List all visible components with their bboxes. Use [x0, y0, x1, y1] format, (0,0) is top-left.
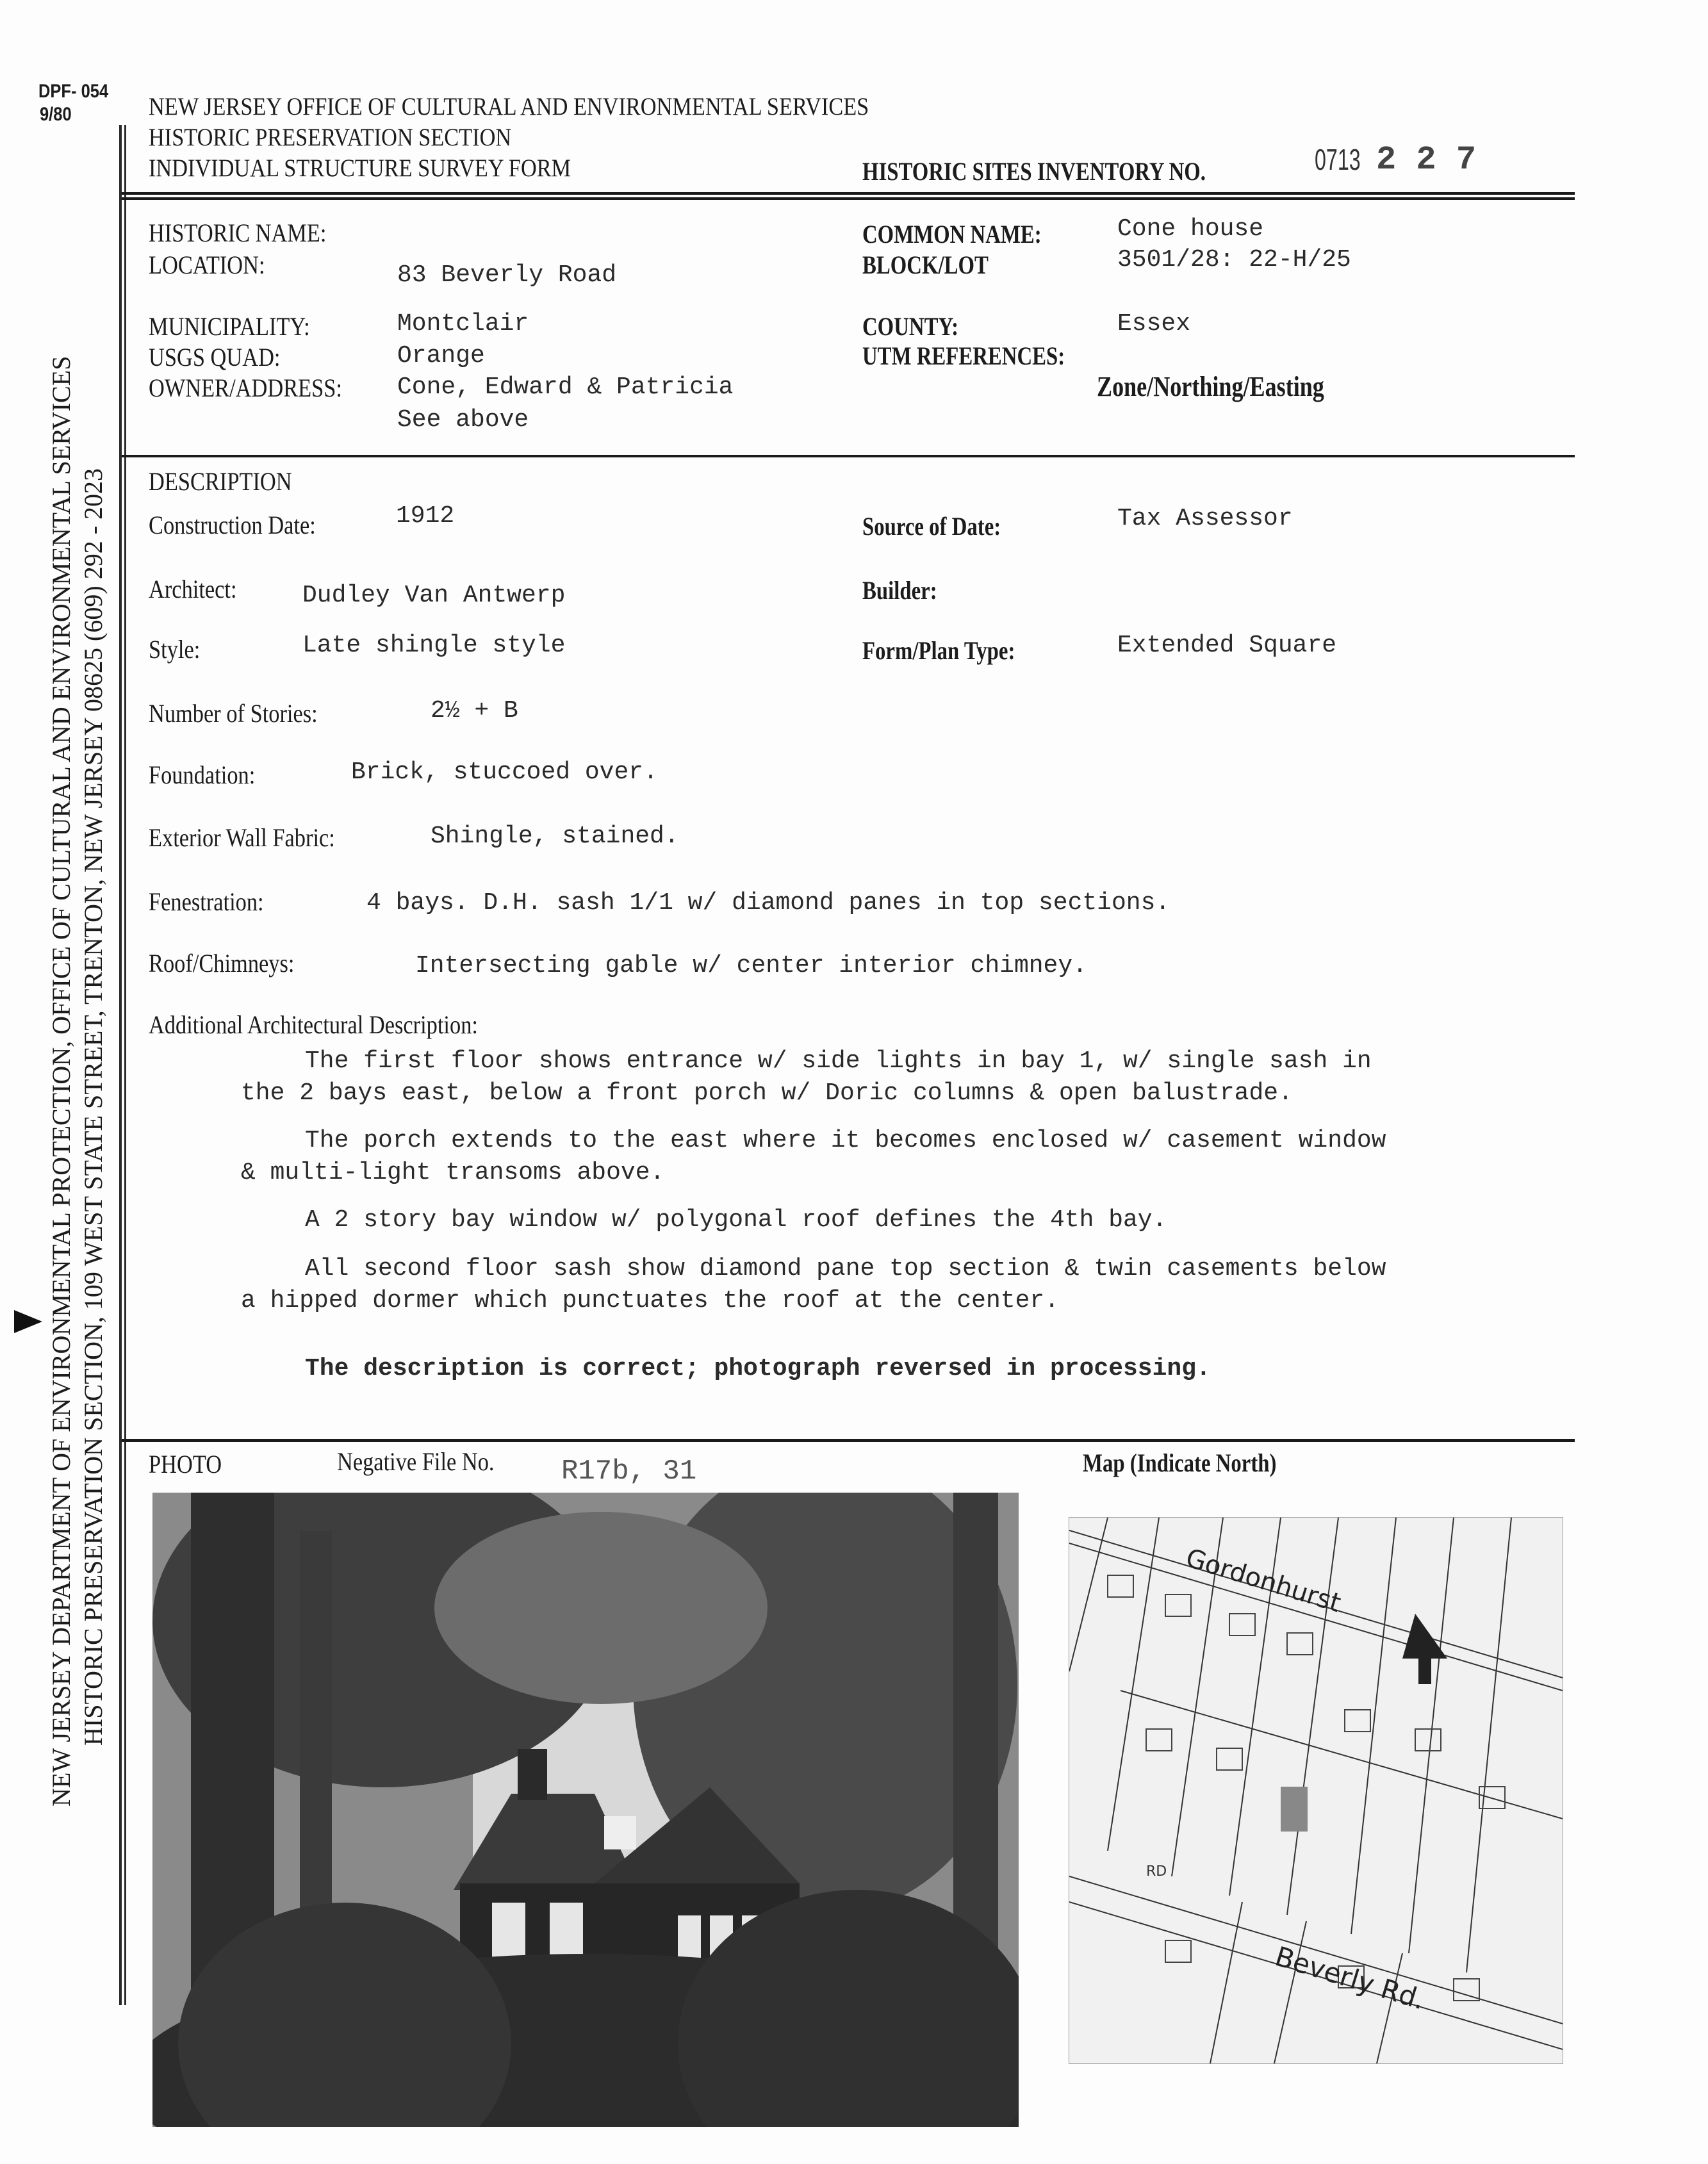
- owner-address-value: See above: [397, 406, 529, 434]
- description-heading: DESCRIPTION: [149, 467, 292, 496]
- owner-value: Cone, Edward & Patricia: [397, 373, 734, 401]
- municipality-label: MUNICIPALITY:: [149, 312, 310, 341]
- roof-chimneys-value: Intersecting gable w/ center interior chimney.: [415, 952, 1087, 980]
- description-paragraph-3-line-1: A 2 story bay window w/ polygonal roof defines the 4th bay.: [305, 1206, 1167, 1234]
- architect-value: Dudley Van Antwerp: [302, 582, 566, 609]
- inventory-label: HISTORIC SITES INVENTORY NO.: [862, 157, 1206, 186]
- fenestration-label: Fenestration:: [149, 887, 264, 916]
- style-label: Style:: [149, 635, 201, 664]
- house-photograph: [152, 1493, 1019, 2127]
- description-paragraph-1-line-2: the 2 bays east, below a front porch w/ Doric columns & open balustrade.: [241, 1079, 1293, 1107]
- side-agency-text: NEW JERSEY DEPARTMENT OF ENVIRONMENTAL PROTECTION, OFFICE OF CULTURAL AND ENVIRONMENTAL SERVICES: [47, 356, 76, 1807]
- form-plan-type-value: Extended Square: [1117, 632, 1337, 659]
- description-paragraph-1-line-1: The first floor shows entrance w/ side lights in bay 1, w/ single sash in: [305, 1047, 1372, 1075]
- usgs-quad-value: Orange: [397, 342, 485, 370]
- fenestration-value: 4 bays. D.H. sash 1/1 w/ diamond panes in top sections.: [366, 889, 1170, 917]
- photo-label: PHOTO: [149, 1450, 222, 1479]
- description-note: The description is correct; photograph reversed in processing.: [305, 1355, 1211, 1382]
- style-value: Late shingle style: [302, 632, 566, 659]
- agency-title: NEW JERSEY OFFICE OF CULTURAL AND ENVIRONMENTAL SERVICES: [149, 93, 869, 120]
- house-photo-illustration: [152, 1493, 1019, 2127]
- stories-value: 2½ + B: [431, 697, 518, 725]
- utm-zone-northing-easting: Zone/Northing/Easting: [1097, 371, 1324, 402]
- negative-file-label: Negative File No.: [337, 1447, 495, 1476]
- inventory-prefix: 0713: [1315, 143, 1361, 176]
- common-name-label: COMMON NAME:: [862, 220, 1042, 249]
- historic-name-label: HISTORIC NAME:: [149, 218, 327, 247]
- foundation-label: Foundation:: [149, 760, 256, 789]
- county-label: COUNTY:: [862, 312, 959, 341]
- description-rule: [122, 455, 1575, 457]
- stories-label: Number of Stories:: [149, 699, 318, 728]
- common-name-value: Cone house: [1117, 215, 1264, 243]
- inventory-number: 2 2 7: [1376, 141, 1477, 179]
- usgs-quad-label: USGS QUAD:: [149, 343, 281, 372]
- description-paragraph-4-line-2: a hipped dormer which punctuates the roof at the center.: [241, 1287, 1060, 1315]
- architect-label: Architect:: [149, 575, 237, 603]
- side-address-text: HISTORIC PRESERVATION SECTION, 109 WEST STATE STREET, TRENTON, NEW JERSEY 08625 (609) 292 - 2023: [79, 468, 108, 1746]
- margin-arrow-icon: [14, 1310, 42, 1333]
- additional-description-label: Additional Architectural Description:: [149, 1010, 478, 1039]
- description-paragraph-2-line-2: & multi-light transoms above.: [241, 1159, 665, 1186]
- header-rule-top: [122, 192, 1575, 195]
- location-label: LOCATION:: [149, 250, 265, 279]
- owner-address-label: OWNER/ADDRESS:: [149, 373, 342, 402]
- form-plan-type-label: Form/Plan Type:: [862, 636, 1015, 665]
- description-paragraph-2-line-1: The porch extends to the east where it becomes enclosed w/ casement window: [305, 1127, 1386, 1154]
- construction-date-label: Construction Date:: [149, 511, 316, 539]
- left-border-line-2: [124, 125, 126, 2005]
- roof-chimneys-label: Roof/Chimneys:: [149, 949, 295, 978]
- photo-rule: [122, 1439, 1575, 1442]
- wall-fabric-value: Shingle, stained.: [431, 823, 679, 850]
- utm-references-label: UTM REFERENCES:: [862, 341, 1065, 370]
- description-paragraph-4-line-1: All second floor sash show diamond pane top section & twin casements below: [305, 1255, 1386, 1283]
- builder-label: Builder:: [862, 576, 937, 605]
- wall-fabric-label: Exterior Wall Fabric:: [149, 823, 335, 852]
- map-label: Map (Indicate North): [1083, 1448, 1277, 1477]
- location-value: 83 Beverly Road: [397, 261, 617, 289]
- municipality-value: Montclair: [397, 310, 529, 338]
- foundation-value: Brick, stuccoed over.: [351, 758, 658, 786]
- form-title: INDIVIDUAL STRUCTURE SURVEY FORM: [149, 154, 571, 182]
- left-border-line-1: [119, 125, 122, 2005]
- form-date: 9/80: [40, 104, 72, 125]
- map-street-beverly: Beverly Rd.: [1271, 1940, 1429, 2016]
- construction-date-value: 1912: [396, 502, 455, 530]
- block-lot-value: 3501/28: 22-H/25: [1117, 246, 1351, 274]
- negative-file-value: R17b, 31: [561, 1455, 697, 1488]
- form-code: DPF- 054: [38, 81, 109, 102]
- header-rule-bottom: [122, 197, 1575, 200]
- source-of-date-label: Source of Date:: [862, 512, 1001, 541]
- section-title: HISTORIC PRESERVATION SECTION: [149, 124, 512, 151]
- source-of-date-value: Tax Assessor: [1117, 505, 1293, 532]
- county-value: Essex: [1117, 310, 1191, 338]
- map-street-gordonhurst: Gordonhurst: [1182, 1543, 1345, 1619]
- block-lot-label: BLOCK/LOT: [862, 250, 989, 279]
- location-map: [1069, 1517, 1563, 2064]
- map-road-abbrev: RD: [1146, 1864, 1167, 1880]
